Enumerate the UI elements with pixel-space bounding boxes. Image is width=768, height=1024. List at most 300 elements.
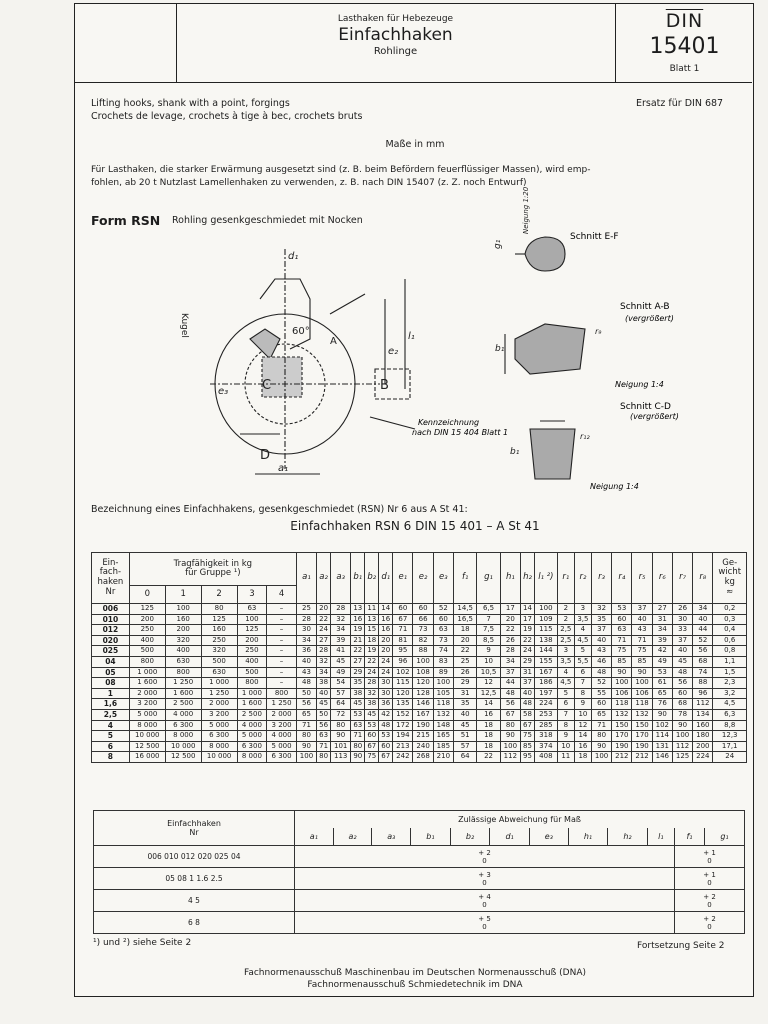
- table-cell: 10 000: [201, 752, 237, 763]
- table-cell: 114: [652, 731, 672, 742]
- table-cell: 10: [557, 741, 574, 752]
- svg-text:r₉: r₉: [595, 327, 602, 336]
- label-schnitt-ef: Schnitt E-F: [570, 232, 619, 242]
- tolerance-g-cell: [675, 846, 745, 868]
- table-cell: 31: [520, 667, 534, 678]
- tolerance-col-header: e₃: [529, 828, 568, 846]
- table-cell: 112: [672, 741, 692, 752]
- table-row: [92, 625, 747, 636]
- table-cell: 60: [379, 741, 393, 752]
- table-cell: 4,5: [557, 678, 574, 689]
- table-cell: 45: [317, 699, 331, 710]
- table-cell: 3 200: [267, 720, 297, 731]
- header-group: 2: [201, 586, 237, 604]
- tolerance-g-value: + 2: [703, 914, 716, 923]
- tolerance-dev-value: + 2: [478, 848, 491, 857]
- table-cell: 112: [693, 699, 713, 710]
- ersatz-note: Ersatz für DIN 687: [636, 98, 724, 109]
- table-cell: 63: [351, 720, 365, 731]
- header-group: 0: [129, 586, 165, 604]
- table-cell: 17: [520, 614, 534, 625]
- table-cell: 27: [317, 635, 331, 646]
- table-cell: 18: [477, 731, 500, 742]
- tolerance-col-header: a₂: [333, 828, 372, 846]
- table-cell: 32: [365, 688, 379, 699]
- table-cell: 6 300: [237, 741, 267, 752]
- svg-text:g₁: g₁: [493, 239, 503, 249]
- table-cell: 155: [534, 656, 557, 667]
- header-tragfaehigkeit: Tragfähigkeit in kg für Gruppe ¹): [129, 553, 296, 586]
- table-cell: 125: [672, 752, 692, 763]
- table-cell: 28: [365, 678, 379, 689]
- table-cell: 7,5: [477, 625, 500, 636]
- table-cell: 500: [201, 656, 237, 667]
- table-cell: 80: [591, 731, 611, 742]
- table-cell: 37: [632, 604, 652, 615]
- table-cell: 13: [351, 604, 365, 615]
- table-cell: 76: [652, 699, 672, 710]
- table-cell: 1 600: [165, 688, 201, 699]
- svg-text:a₁: a₁: [278, 463, 289, 474]
- table-cell: 10: [574, 709, 591, 720]
- table-cell: 53: [365, 720, 379, 731]
- table-cell: 71: [351, 731, 365, 742]
- table-cell: 100: [165, 604, 201, 615]
- header-group: 4: [267, 586, 297, 604]
- table-cell: 56: [500, 699, 520, 710]
- table-cell: 3,2: [713, 688, 747, 699]
- table-cell: 22: [365, 656, 379, 667]
- table-cell: 5,5: [574, 656, 591, 667]
- table-cell: 250: [237, 646, 267, 657]
- table-header-row: [92, 553, 747, 586]
- continuation-note: Fortsetzung Seite 2: [637, 941, 725, 951]
- title-rohlinge: Rohlinge: [373, 46, 418, 57]
- table-cell: 20: [379, 646, 393, 657]
- table-cell: 1 250: [165, 678, 201, 689]
- svg-text:e₂: e₂: [388, 346, 399, 357]
- header-col: a₁: [296, 553, 316, 604]
- table-cell: 8 000: [165, 731, 201, 742]
- table-cell: 2,5: [557, 635, 574, 646]
- table-cell: 138: [534, 635, 557, 646]
- tolerance-g-zero: 0: [707, 922, 712, 931]
- table-cell: 43: [591, 646, 611, 657]
- svg-text:b₁: b₁: [495, 344, 505, 354]
- table-cell: 67: [379, 752, 393, 763]
- table-cell: 71: [296, 720, 316, 731]
- table-cell: 53: [612, 604, 632, 615]
- table-cell: 212: [632, 752, 652, 763]
- row-nr-cell: 04: [92, 656, 130, 667]
- table-cell: 8: [574, 688, 591, 699]
- table-cell: –: [267, 678, 297, 689]
- table-cell: 36: [379, 699, 393, 710]
- header-col: e₃: [433, 553, 453, 604]
- table-cell: 48: [520, 699, 534, 710]
- table-cell: 2 000: [201, 699, 237, 710]
- table-cell: 63: [317, 731, 331, 742]
- title-center: [176, 14, 615, 57]
- table-cell: 125: [201, 614, 237, 625]
- table-cell: 45: [331, 656, 351, 667]
- table-cell: 12: [477, 678, 500, 689]
- table-cell: 90: [351, 752, 365, 763]
- row-nr-cell: 2,5: [92, 709, 130, 720]
- table-cell: 38: [317, 678, 331, 689]
- tolerance-g-zero: 0: [707, 900, 712, 909]
- table-cell: 180: [693, 731, 713, 742]
- table-cell: 5 000: [129, 709, 165, 720]
- table-cell: 210: [433, 752, 453, 763]
- table-cell: 109: [534, 614, 557, 625]
- table-cell: 34: [296, 635, 316, 646]
- table-cell: 120: [393, 688, 413, 699]
- table-cell: 35: [591, 614, 611, 625]
- table-cell: 0,2: [713, 604, 747, 615]
- table-cell: 29: [351, 667, 365, 678]
- table-cell: 56: [317, 720, 331, 731]
- table-cell: 60: [672, 688, 692, 699]
- table-cell: 1 000: [237, 688, 267, 699]
- table-cell: 400: [237, 656, 267, 667]
- title-block-left-cell: [75, 4, 177, 82]
- table-cell: 35: [453, 699, 476, 710]
- footnote-ref: ¹) und ²) siehe Seite 2: [93, 938, 192, 948]
- table-cell: 135: [393, 699, 413, 710]
- table-cell: 30: [379, 678, 393, 689]
- table-cell: 102: [652, 720, 672, 731]
- table-cell: 41: [331, 646, 351, 657]
- table-cell: 33: [672, 625, 692, 636]
- label-vergroessert-cd: (vergrößert): [630, 412, 679, 421]
- table-cell: 89: [433, 667, 453, 678]
- table-cell: 24: [520, 646, 534, 657]
- table-cell: 10: [477, 656, 500, 667]
- table-cell: 1,5: [713, 667, 747, 678]
- table-cell: 95: [393, 646, 413, 657]
- header-col: h₁: [500, 553, 520, 604]
- table-cell: 68: [672, 699, 692, 710]
- table-cell: 6,3: [713, 709, 747, 720]
- table-cell: 90: [632, 667, 652, 678]
- tolerance-nr-cell: 05 08 1 1.6 2.5: [94, 868, 295, 890]
- table-cell: 320: [165, 635, 201, 646]
- table-cell: 125: [237, 625, 267, 636]
- svg-text:l₁: l₁: [408, 331, 415, 342]
- header-col: f₁: [453, 553, 476, 604]
- table-cell: 20: [500, 614, 520, 625]
- header-col: r₂: [574, 553, 591, 604]
- table-cell: 75: [632, 646, 652, 657]
- header-col: r₁: [557, 553, 574, 604]
- table-cell: 212: [612, 752, 632, 763]
- table-cell: 28: [500, 646, 520, 657]
- table-cell: 67: [365, 741, 379, 752]
- table-cell: 19: [365, 646, 379, 657]
- table-cell: 36: [296, 646, 316, 657]
- tolerance-dev-cell: [295, 912, 675, 934]
- tolerance-g-value: + 1: [703, 870, 716, 879]
- table-cell: 80: [500, 720, 520, 731]
- table-cell: 150: [632, 720, 652, 731]
- label-nach-din: nach DIN 15 404 Blatt 1: [412, 428, 509, 437]
- label-neigung-14-ab: Neigung 1:4: [615, 380, 664, 389]
- table-cell: 160: [693, 720, 713, 731]
- table-cell: 60: [433, 614, 453, 625]
- tolerance-header-title: Zulässige Abweichung für Maß: [295, 811, 745, 829]
- table-cell: 200: [237, 635, 267, 646]
- table-cell: 194: [393, 731, 413, 742]
- table-cell: 4 000: [267, 731, 297, 742]
- table-cell: 80: [296, 731, 316, 742]
- table-cell: 40: [693, 614, 713, 625]
- label-vergroessert-ab: (vergrößert): [625, 314, 674, 323]
- table-cell: –: [267, 604, 297, 615]
- table-row: [92, 667, 747, 678]
- table-cell: 60: [393, 604, 413, 615]
- table-cell: 16,5: [453, 614, 476, 625]
- table-cell: 167: [413, 709, 433, 720]
- table-cell: 16: [351, 614, 365, 625]
- form-label: Form RSN: [91, 213, 161, 228]
- table-cell: –: [267, 635, 297, 646]
- table-cell: 106: [632, 688, 652, 699]
- designation-example: Einfachhaken RSN 6 DIN 15 401 – A St 41: [290, 519, 540, 533]
- table-cell: 800: [237, 678, 267, 689]
- table-cell: 0,8: [713, 646, 747, 657]
- table-cell: 22: [520, 635, 534, 646]
- table-cell: 28: [317, 646, 331, 657]
- table-cell: 285: [534, 720, 557, 731]
- header-col: a₃: [331, 553, 351, 604]
- table-cell: 80: [201, 604, 237, 615]
- table-row: [92, 678, 747, 689]
- table-cell: 11: [365, 604, 379, 615]
- table-cell: 37: [591, 625, 611, 636]
- tolerance-col-header: a₁: [295, 828, 334, 846]
- tolerance-dev-cell: [295, 890, 675, 912]
- table-cell: 167: [534, 667, 557, 678]
- table-cell: –: [267, 646, 297, 657]
- table-cell: 90: [500, 731, 520, 742]
- table-cell: 85: [520, 741, 534, 752]
- table-cell: 28: [331, 604, 351, 615]
- table-cell: 318: [534, 731, 557, 742]
- table-cell: 88: [693, 678, 713, 689]
- table-cell: 48: [500, 688, 520, 699]
- table-cell: 96: [693, 688, 713, 699]
- table-cell: 26: [500, 635, 520, 646]
- table-cell: 190: [612, 741, 632, 752]
- table-cell: 105: [433, 688, 453, 699]
- table-cell: 5: [574, 646, 591, 657]
- table-cell: 50: [296, 688, 316, 699]
- table-cell: 200: [165, 625, 201, 636]
- tolerance-col-header: h₁: [568, 828, 607, 846]
- row-nr-cell: 006: [92, 604, 130, 615]
- table-cell: 146: [652, 752, 672, 763]
- table-cell: 6 300: [267, 752, 297, 763]
- table-cell: 96: [393, 656, 413, 667]
- svg-text:D: D: [260, 448, 271, 463]
- dim-leader-3: [330, 294, 365, 314]
- header-col: d₁: [379, 553, 393, 604]
- table-cell: 37: [520, 678, 534, 689]
- table-cell: 34: [331, 625, 351, 636]
- tolerance-header-row: [94, 811, 745, 829]
- label-neigung-120: Neigung 1:20: [522, 186, 530, 234]
- table-cell: 52: [693, 635, 713, 646]
- table-cell: 6,5: [477, 604, 500, 615]
- table-cell: 31: [453, 688, 476, 699]
- table-cell: 10 000: [165, 741, 201, 752]
- table-row: [92, 646, 747, 657]
- page-title: Einfachhaken: [338, 25, 453, 45]
- table-cell: 14: [477, 699, 500, 710]
- table-cell: 52: [591, 678, 611, 689]
- table-cell: 6: [574, 667, 591, 678]
- table-cell: 186: [534, 678, 557, 689]
- table-cell: 64: [453, 752, 476, 763]
- form-description: Rohling gesenkgeschmiedet mit Nocken: [172, 215, 363, 226]
- table-cell: 49: [331, 667, 351, 678]
- table-cell: 200: [693, 741, 713, 752]
- table-cell: 54: [331, 678, 351, 689]
- table-cell: 132: [632, 709, 652, 720]
- table-cell: 90: [591, 741, 611, 752]
- table-cell: 65: [591, 709, 611, 720]
- row-nr-cell: 08: [92, 678, 130, 689]
- label-kennzeichnung: Kennzeichnung: [418, 418, 480, 427]
- table-cell: 100: [672, 731, 692, 742]
- table-cell: 170: [612, 731, 632, 742]
- svg-text:r₁₂: r₁₂: [580, 432, 590, 441]
- table-cell: 197: [534, 688, 557, 699]
- table-cell: 39: [652, 635, 672, 646]
- table-cell: 268: [413, 752, 433, 763]
- table-cell: 400: [129, 635, 165, 646]
- table-cell: 27: [652, 604, 672, 615]
- table-cell: 48: [591, 667, 611, 678]
- table-cell: 100: [612, 678, 632, 689]
- table-cell: 630: [165, 656, 201, 667]
- table-cell: 22: [453, 646, 476, 657]
- table-cell: 34: [652, 625, 672, 636]
- table-cell: 74: [433, 646, 453, 657]
- table-cell: 2 500: [237, 709, 267, 720]
- table-cell: 18: [453, 625, 476, 636]
- table-cell: 152: [393, 709, 413, 720]
- table-cell: 8 000: [201, 741, 237, 752]
- table-cell: 4: [557, 667, 574, 678]
- table-cell: 44: [693, 625, 713, 636]
- table-cell: 500: [237, 667, 267, 678]
- table-cell: 34: [317, 667, 331, 678]
- table-cell: 170: [632, 731, 652, 742]
- table-cell: 16: [477, 709, 500, 720]
- table-cell: 190: [632, 741, 652, 752]
- table-cell: 40: [672, 646, 692, 657]
- table-cell: 131: [652, 741, 672, 752]
- table-cell: 1 250: [267, 699, 297, 710]
- table-cell: 0,6: [713, 635, 747, 646]
- table-cell: 63: [612, 625, 632, 636]
- table-cell: 160: [165, 614, 201, 625]
- label-schnitt-ab: Schnitt A-B: [620, 302, 670, 312]
- table-cell: 57: [453, 741, 476, 752]
- table-cell: 73: [413, 625, 433, 636]
- table-cell: 1 000: [129, 667, 165, 678]
- table-cell: 112: [500, 752, 520, 763]
- table-cell: 53: [379, 731, 393, 742]
- table-cell: 148: [433, 720, 453, 731]
- table-cell: 95: [520, 752, 534, 763]
- table-row: [92, 635, 747, 646]
- tolerance-nr-cell: 4 5: [94, 890, 295, 912]
- table-cell: 144: [534, 646, 557, 657]
- table-cell: 40: [453, 709, 476, 720]
- table-cell: 80: [351, 741, 365, 752]
- table-cell: 63: [433, 625, 453, 636]
- table-cell: 10,5: [477, 667, 500, 678]
- tolerance-col-header: h₂: [608, 828, 647, 846]
- table-cell: 12: [574, 720, 591, 731]
- table-cell: 14,5: [453, 604, 476, 615]
- tolerance-col-header: g₁: [704, 828, 744, 846]
- header-col: r₇: [672, 553, 692, 604]
- table-cell: 71: [317, 741, 331, 752]
- table-cell: 90: [612, 667, 632, 678]
- usage-note-line2: fohlen, ab 20 t Nutzlast Lamellenhaken zu verwenden, z. B. nach DIN 15407 (z. Z. noch Entwurf): [91, 178, 527, 188]
- table-cell: 35: [351, 678, 365, 689]
- table-cell: 14: [520, 604, 534, 615]
- table-cell: 40: [632, 614, 652, 625]
- table-cell: 56: [296, 699, 316, 710]
- table-cell: 100: [591, 752, 611, 763]
- row-nr-cell: 5: [92, 731, 130, 742]
- table-cell: 20: [379, 635, 393, 646]
- tolerance-dev-cell: [295, 868, 675, 890]
- svg-text:e₃: e₃: [218, 386, 229, 397]
- table-cell: 34: [693, 604, 713, 615]
- table-cell: 40: [317, 688, 331, 699]
- table-cell: 45: [351, 699, 365, 710]
- table-cell: 5 000: [267, 741, 297, 752]
- table-cell: 32: [591, 604, 611, 615]
- header-col: b₂: [365, 553, 379, 604]
- table-cell: 22: [477, 752, 500, 763]
- table-cell: 12,3: [713, 731, 747, 742]
- table-row: [92, 709, 747, 720]
- table-row: [92, 720, 747, 731]
- table-cell: 90: [672, 720, 692, 731]
- table-cell: 3: [574, 604, 591, 615]
- row-nr-cell: 020: [92, 635, 130, 646]
- table-cell: 52: [433, 604, 453, 615]
- table-cell: 88: [413, 646, 433, 657]
- table-cell: 8,5: [477, 635, 500, 646]
- header-col: b₁: [351, 553, 365, 604]
- table-cell: 0,3: [713, 614, 747, 625]
- table-cell: 12 500: [165, 752, 201, 763]
- table-cell: 102: [393, 667, 413, 678]
- table-cell: 132: [433, 709, 453, 720]
- table-cell: 43: [632, 625, 652, 636]
- table-cell: 53: [351, 709, 365, 720]
- table-cell: 60: [591, 699, 611, 710]
- blatt-label: Blatt 1: [669, 64, 700, 74]
